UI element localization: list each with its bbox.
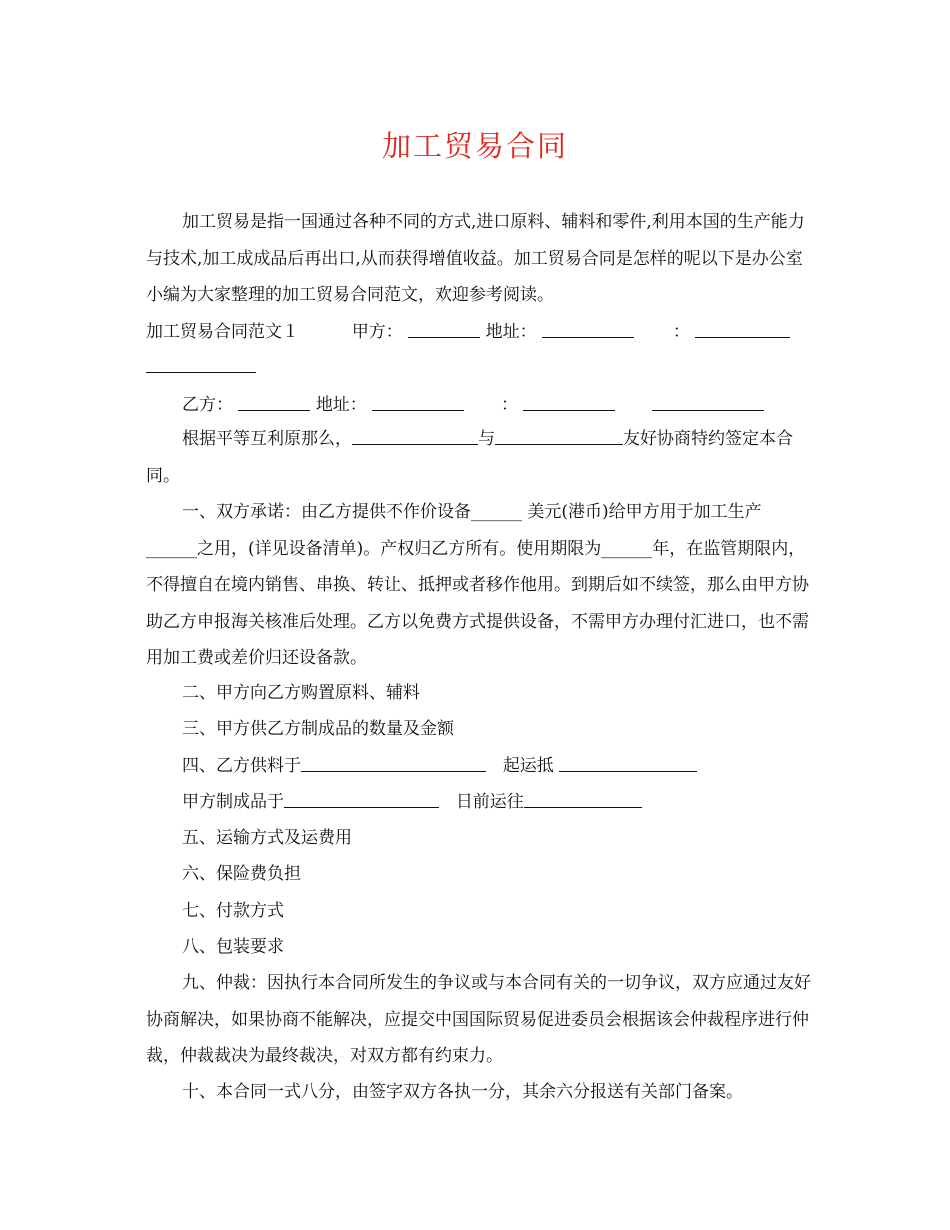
party-a-extra-label: ：: [672, 322, 690, 342]
agreement-party-2-blank: [495, 427, 623, 445]
party-a-continuation-blank: [146, 355, 256, 373]
agreement-party-1-blank: [352, 427, 478, 445]
clause-4-prefix: 四、乙方供料于: [182, 756, 301, 776]
party-a-continuation-line: [146, 355, 256, 379]
clause-5: 五、运输方式及运费用: [182, 828, 352, 848]
clause-4b-destination-blank: [524, 790, 642, 808]
sample-heading-line: [146, 320, 790, 344]
party-b-name-blank: [238, 393, 310, 411]
party-b-address-blank: [372, 393, 464, 411]
agreement-with: 与: [478, 429, 495, 449]
agreement-prefix: 根据平等互利原那么，: [182, 429, 352, 449]
clause-4-date-blank: [301, 754, 486, 772]
clause-8: 八、包装要求: [182, 937, 284, 957]
clause-9: 九、仲裁：因执行本合同所发生的争议或与本合同有关的一切争议，双方应通过友好协商解决，如果协商不能解决，应提交中国国际贸易促进委员会根据该会仲裁程序进行仲裁，仲裁裁决为最终裁决，对双方都有约束力。: [146, 973, 811, 1066]
party-a-name-blank: [408, 320, 480, 338]
party-b-extra-label: ：: [501, 395, 519, 415]
clause-10: 十、本合同一式八分，由签字双方各执一分，其余六分报送有关部门备案。: [182, 1082, 743, 1102]
intro-paragraph: 加工贸易是指一国通过各种不同的方式,进口原料、辅料和零件,利用本国的生产能力与技术,加工成成品后再出口,从而获得增值收益。加工贸易合同是怎样的呢以下是办公室小编为大家整理的加工贸易合同范文，欢迎参考阅读。: [146, 212, 805, 305]
party-b-extra-blank: [523, 393, 615, 411]
clause-7: 七、付款方式: [182, 901, 284, 921]
agreement-paragraph: [146, 421, 811, 494]
party-a-address-blank: [542, 320, 634, 338]
clause-4-destination-blank: [559, 754, 697, 772]
clause-4b-prefix: 甲方制成品于: [182, 792, 284, 812]
party-a-extra-blank: [695, 320, 790, 338]
clause-4b-line: [182, 790, 642, 814]
clause-4b-date-blank: [284, 790, 439, 808]
clause-4b-middle: 日前运往: [455, 792, 524, 812]
party-a-label: 甲方：: [351, 322, 403, 342]
clause-4-middle: 起运抵: [502, 756, 554, 776]
clause-6: 六、保险费负担: [182, 864, 301, 884]
party-b-extra-blank-2: [652, 393, 764, 411]
party-a-address-label: 地址：: [485, 322, 537, 342]
party-b-address-label: 地址：: [315, 395, 367, 415]
clause-2: 二、甲方向乙方购置原料、辅料: [182, 683, 420, 703]
party-b-label: 乙方：: [182, 395, 233, 415]
clause-4-line: [182, 754, 697, 778]
clause-3: 三、甲方供乙方制成品的数量及金额: [182, 719, 454, 739]
sample-heading: 加工贸易合同范文１: [146, 322, 299, 342]
document-title: 加工贸易合同: [381, 129, 568, 163]
party-b-line: [182, 393, 764, 417]
clause-1: 一、双方承诺：由乙方提供不作价设备______ 美元(港币)给甲方用于加工生产______之用，(详见设备清单)。产权归乙方所有。使用期限为______年，在监管期限内，不得擅自在境内销售、串换、转让、抵押或者移作他用。到期后如不续签，那么由甲方协助乙方申报海关核准后处理。乙方以免费方式提供设备，不需甲方办理付汇进口，也不需用加工费或差价归还设备款。: [146, 502, 809, 668]
agreement-suffix: 友好协商特约签定本合同。: [146, 429, 793, 486]
